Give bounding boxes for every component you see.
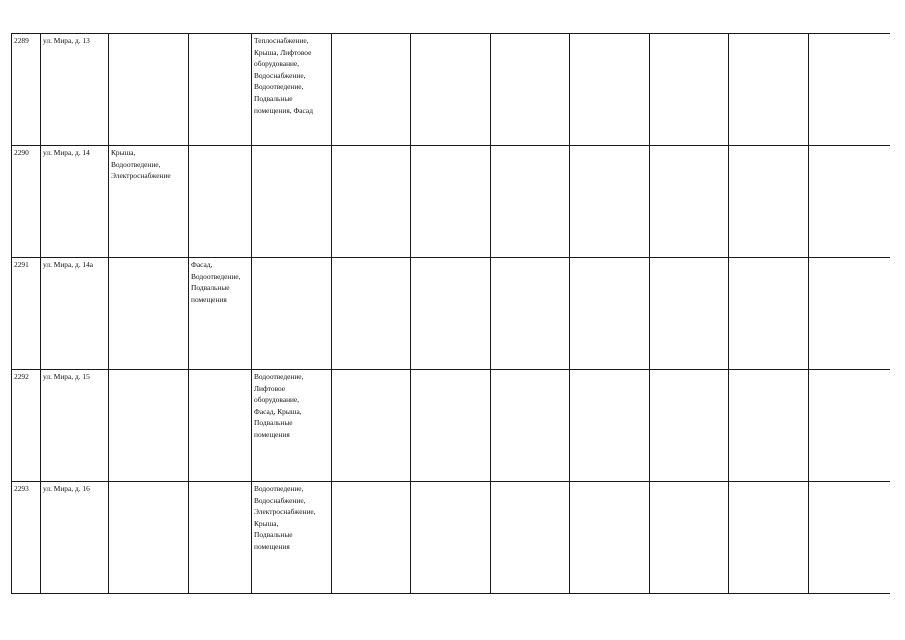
table-row xyxy=(12,258,890,370)
cell-text-line: Лифтовое xyxy=(254,383,286,393)
cell-text-line: помещения xyxy=(191,294,227,304)
works-cell-col5 xyxy=(252,370,332,482)
works-cell-col5 xyxy=(252,258,332,370)
works-cell-col4 xyxy=(189,482,252,594)
cell-text-line: оборудование, xyxy=(254,59,300,69)
cell-text-line: помещения xyxy=(254,429,290,439)
cell-text-line: Водоснабжение, xyxy=(254,495,306,505)
address-cell: ул. Мира, д. 13 xyxy=(41,34,109,146)
empty-cell xyxy=(332,482,411,594)
empty-cell xyxy=(729,370,809,482)
empty-cell xyxy=(729,34,809,146)
table-row xyxy=(12,370,890,482)
cell-text-line: Подвальные xyxy=(254,530,293,540)
empty-cell xyxy=(650,34,729,146)
row-number-cell: 2289 xyxy=(12,34,41,146)
empty-cell xyxy=(491,258,570,370)
works-cell-col4 xyxy=(189,146,252,258)
cell-text-line: Водоотведение, xyxy=(254,82,304,92)
works-cell-col3 xyxy=(109,34,189,146)
cell-text-line: Водоотведение, xyxy=(111,159,161,169)
cell-text-line: Фасад, xyxy=(191,260,213,269)
works-cell-col5 xyxy=(252,34,332,146)
empty-cell xyxy=(491,370,570,482)
empty-cell xyxy=(411,146,491,258)
empty-cell xyxy=(332,34,411,146)
cell-text-line: Теплоснабжение, xyxy=(254,36,309,45)
empty-cell xyxy=(570,370,650,482)
repair-registry-table xyxy=(11,33,890,594)
empty-cell xyxy=(809,146,890,258)
cell-text-line: Водоотведение, xyxy=(254,484,304,493)
cell-text-line: Подвальные xyxy=(254,418,293,428)
cell-text-line: Крыша, Лифтовое xyxy=(254,47,312,57)
works-cell-col4 xyxy=(189,34,252,146)
cell-text-line: Электроснабжение xyxy=(111,171,171,181)
row-number-cell: 2290 xyxy=(12,146,41,258)
address-cell: ул. Мира, д. 16 xyxy=(41,482,109,594)
empty-cell xyxy=(411,482,491,594)
empty-cell xyxy=(332,258,411,370)
works-cell-col4 xyxy=(189,370,252,482)
cell-text-line: Водоотведение, xyxy=(191,271,241,281)
empty-cell xyxy=(570,482,650,594)
cell-text-line: Подвальные xyxy=(254,93,293,103)
table-row xyxy=(12,146,890,258)
address-cell: ул. Мира, д. 15 xyxy=(41,370,109,482)
works-cell-col4 xyxy=(189,258,252,370)
empty-cell xyxy=(809,258,890,370)
cell-text-line: Крыша, xyxy=(111,148,136,157)
cell-text-line: Фасад, Крыша, xyxy=(254,406,302,416)
cell-text-line: Подвальные xyxy=(191,283,230,293)
empty-cell xyxy=(491,482,570,594)
empty-cell xyxy=(411,370,491,482)
cell-text-line: Водоснабжение, xyxy=(254,70,306,80)
works-cell-col5 xyxy=(252,482,332,594)
cell-text-line: Электроснабжение, xyxy=(254,507,316,517)
empty-cell xyxy=(491,146,570,258)
works-cell-col3 xyxy=(109,146,189,258)
empty-cell xyxy=(729,258,809,370)
row-number-cell: 2293 xyxy=(12,482,41,594)
works-cell-col5 xyxy=(252,146,332,258)
empty-cell xyxy=(650,258,729,370)
cell-text-line: Крыша, xyxy=(254,518,279,528)
empty-cell xyxy=(411,34,491,146)
empty-cell xyxy=(809,34,890,146)
cell-text-line: Водоотведение, xyxy=(254,372,304,381)
table-row xyxy=(12,482,890,594)
empty-cell xyxy=(570,146,650,258)
address-cell: ул. Мира, д. 14а xyxy=(41,258,109,370)
empty-cell xyxy=(729,146,809,258)
empty-cell xyxy=(809,370,890,482)
works-cell-col3 xyxy=(109,370,189,482)
table-row xyxy=(12,34,890,146)
empty-cell xyxy=(729,482,809,594)
empty-cell xyxy=(332,146,411,258)
works-cell-col3 xyxy=(109,258,189,370)
address-cell: ул. Мира, д. 14 xyxy=(41,146,109,258)
empty-cell xyxy=(809,482,890,594)
empty-cell xyxy=(332,370,411,482)
works-cell-col3 xyxy=(109,482,189,594)
empty-cell xyxy=(650,482,729,594)
empty-cell xyxy=(491,34,570,146)
empty-cell xyxy=(570,258,650,370)
empty-cell xyxy=(411,258,491,370)
row-number-cell: 2292 xyxy=(12,370,41,482)
empty-cell xyxy=(650,370,729,482)
empty-cell xyxy=(650,146,729,258)
cell-text-line: помещения xyxy=(254,541,290,551)
row-number-cell: 2291 xyxy=(12,258,41,370)
cell-text-line: оборудование, xyxy=(254,395,300,405)
cell-text-line: помещения, Фасад xyxy=(254,105,313,115)
empty-cell xyxy=(570,34,650,146)
